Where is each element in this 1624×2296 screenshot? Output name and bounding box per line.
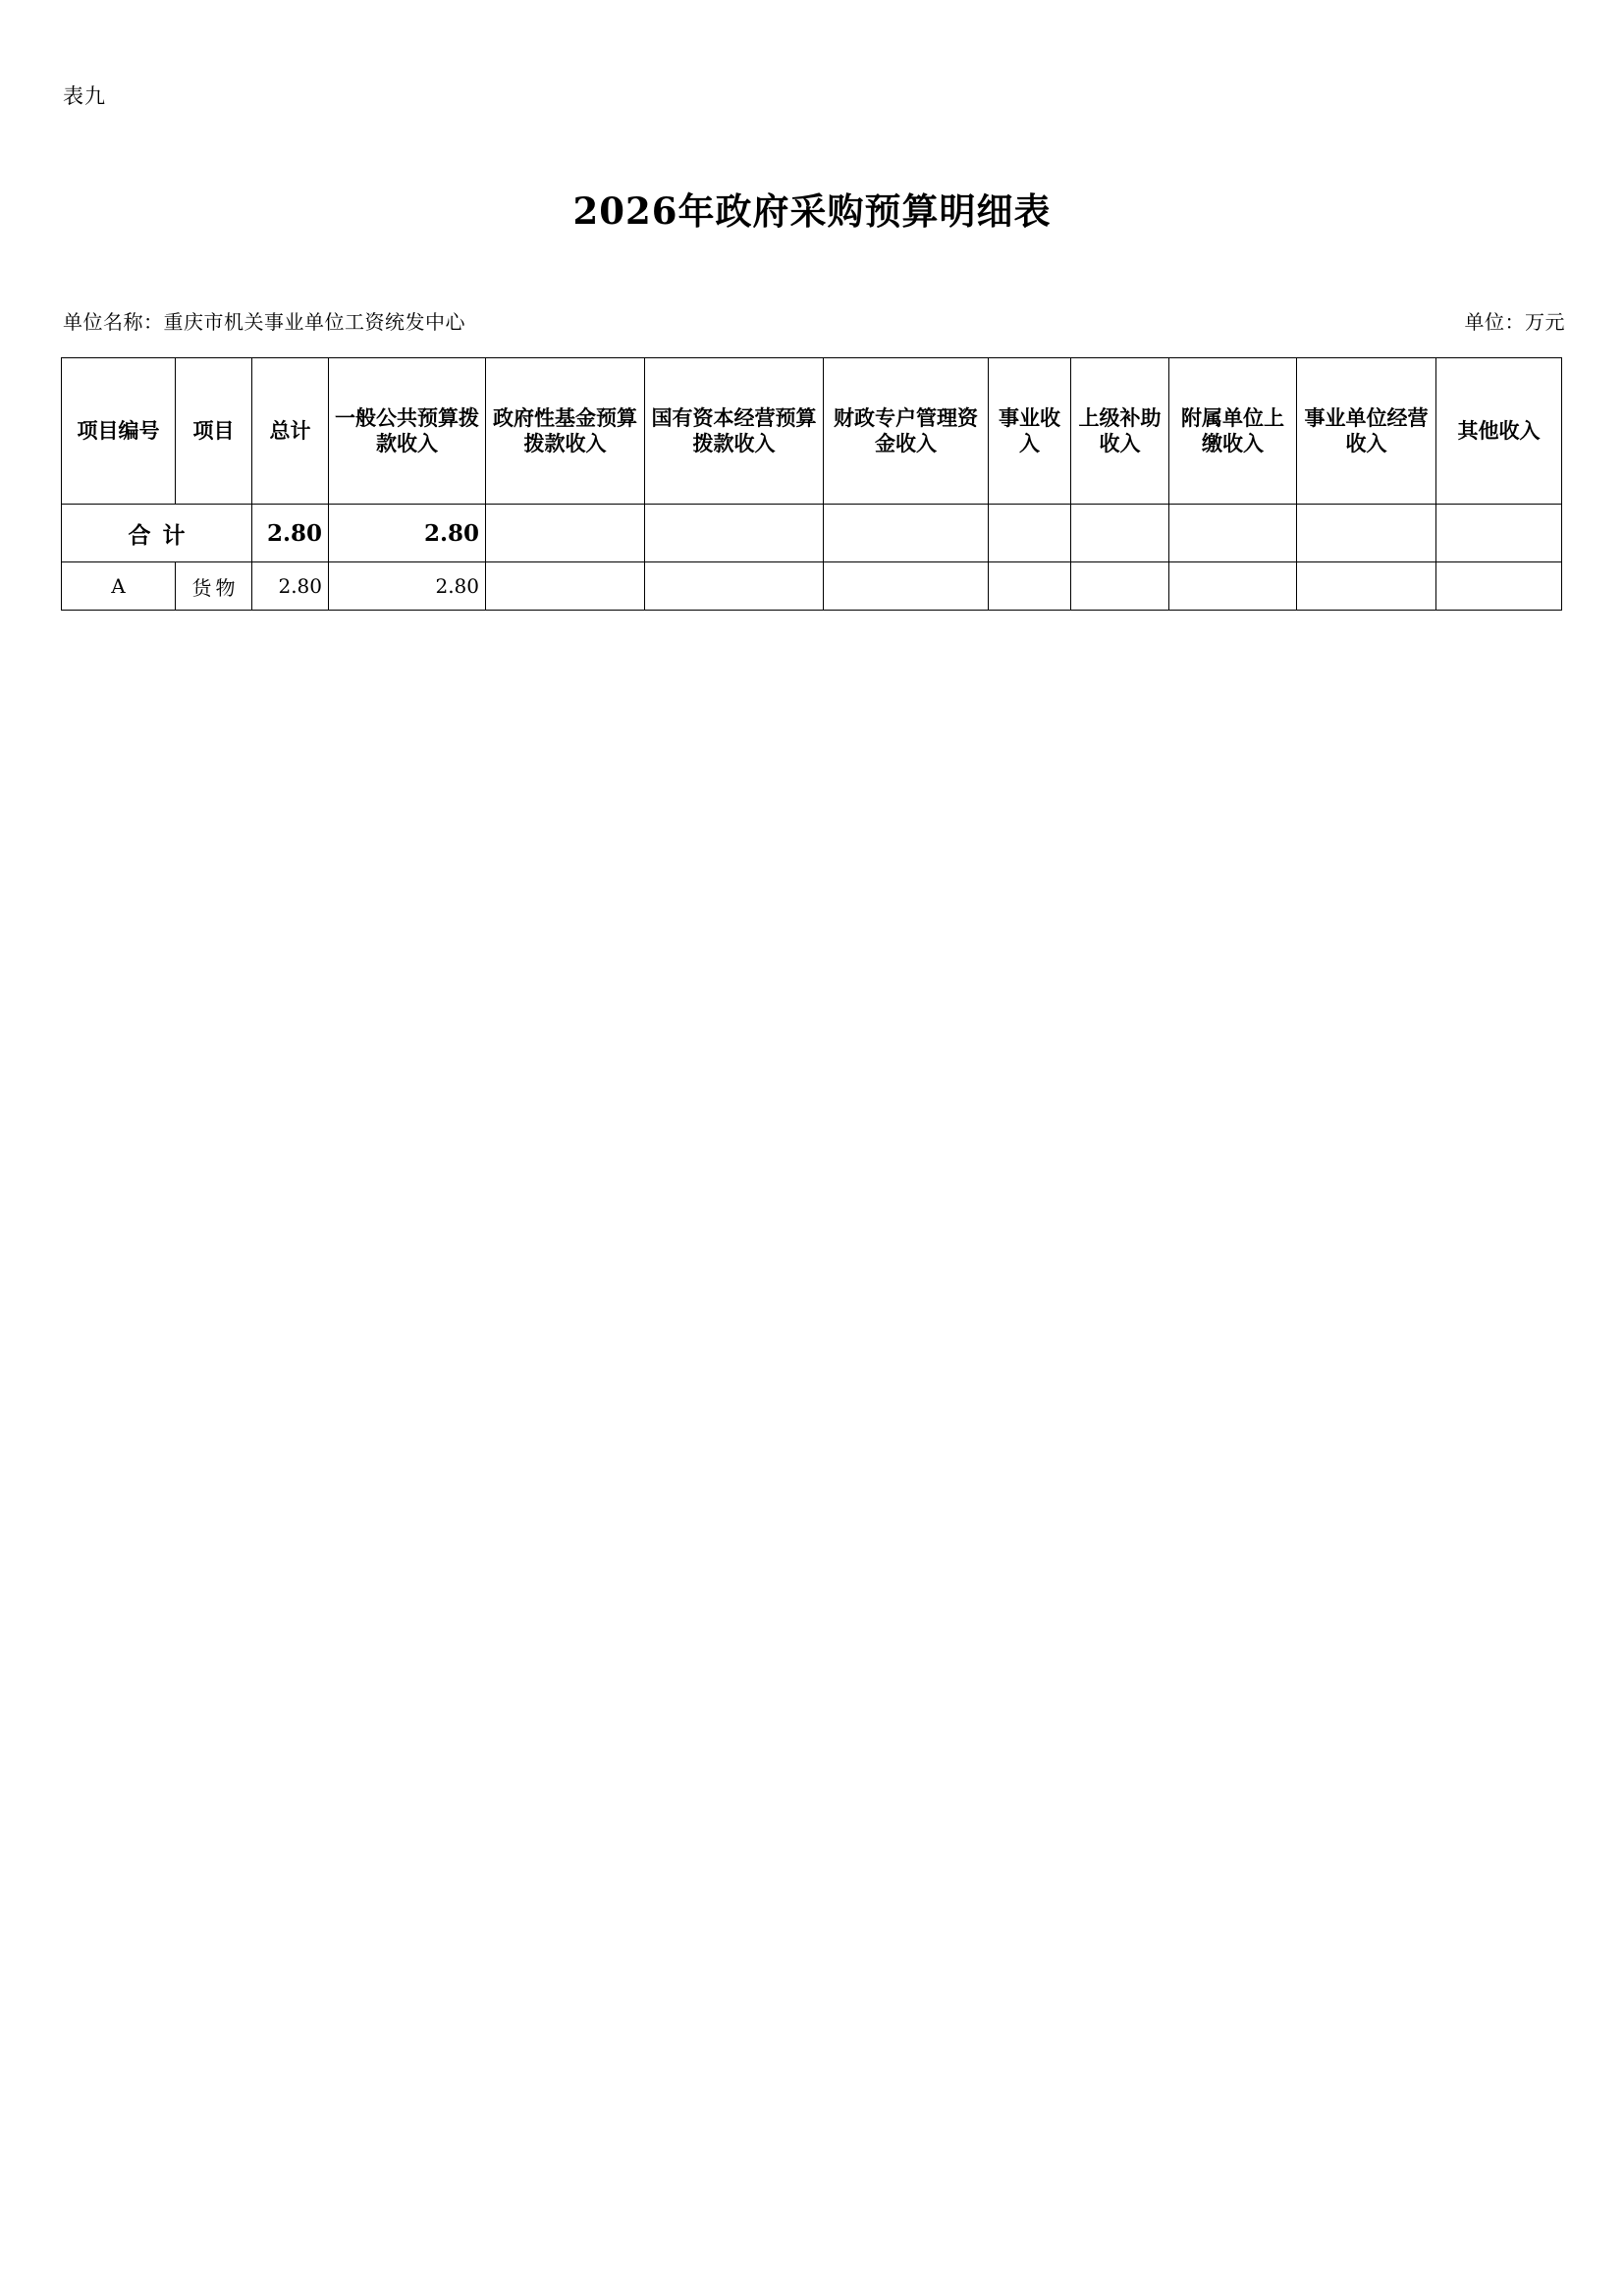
col-header-state-capital-budget: 国有资本经营预算拨款收入 <box>645 358 824 505</box>
row-fiscal-special-account <box>824 562 989 611</box>
total-row-business-income <box>989 505 1071 562</box>
row-state-capital-budget <box>645 562 824 611</box>
total-row-fiscal-special-account <box>824 505 989 562</box>
total-row-operating-income <box>1297 505 1436 562</box>
row-superior-subsidy <box>1071 562 1169 611</box>
total-row-label: 合计 <box>62 505 252 562</box>
table-row-total <box>62 505 1562 562</box>
row-total: 2.80 <box>252 562 329 611</box>
total-row-state-capital-budget <box>645 505 824 562</box>
row-project-name: 货物 <box>176 562 252 611</box>
row-operating-income <box>1297 562 1436 611</box>
row-general-public-budget: 2.80 <box>329 562 486 611</box>
meta-row <box>63 306 1565 335</box>
sheet-label: 表九 <box>63 84 106 108</box>
amount-unit: 单位：万元 <box>1464 310 1565 334</box>
col-header-superior-subsidy: 上级补助收入 <box>1071 358 1169 505</box>
page-title: 2026年政府采购预算明细表 <box>572 189 1052 233</box>
row-project-code: A <box>62 562 176 611</box>
col-header-government-fund-budget: 政府性基金预算拨款收入 <box>486 358 645 505</box>
procurement-budget-table <box>61 357 1562 611</box>
row-other-income <box>1436 562 1562 611</box>
col-header-project: 项目 <box>176 358 252 505</box>
col-header-fiscal-special-account: 财政专户管理资金收入 <box>824 358 989 505</box>
col-header-total: 总计 <box>252 358 329 505</box>
col-header-project-code: 项目编号 <box>62 358 176 505</box>
row-subordinate-payment <box>1169 562 1297 611</box>
unit-name: 单位名称：重庆市机关事业单位工资统发中心 <box>63 310 465 334</box>
total-row-subordinate-payment <box>1169 505 1297 562</box>
total-row-total: 2.80 <box>252 505 329 562</box>
col-header-general-public-budget: 一般公共预算拨款收入 <box>329 358 486 505</box>
total-row-government-fund-budget <box>486 505 645 562</box>
table-row <box>62 562 1562 611</box>
total-row-general-public-budget: 2.80 <box>329 505 486 562</box>
row-government-fund-budget <box>486 562 645 611</box>
col-header-other-income: 其他收入 <box>1436 358 1562 505</box>
col-header-operating-income: 事业单位经营收入 <box>1297 358 1436 505</box>
row-business-income <box>989 562 1071 611</box>
col-header-business-income: 事业收入 <box>989 358 1071 505</box>
total-row-superior-subsidy <box>1071 505 1169 562</box>
col-header-subordinate-payment: 附属单位上缴收入 <box>1169 358 1297 505</box>
table-header-row <box>62 358 1562 505</box>
total-row-other-income <box>1436 505 1562 562</box>
